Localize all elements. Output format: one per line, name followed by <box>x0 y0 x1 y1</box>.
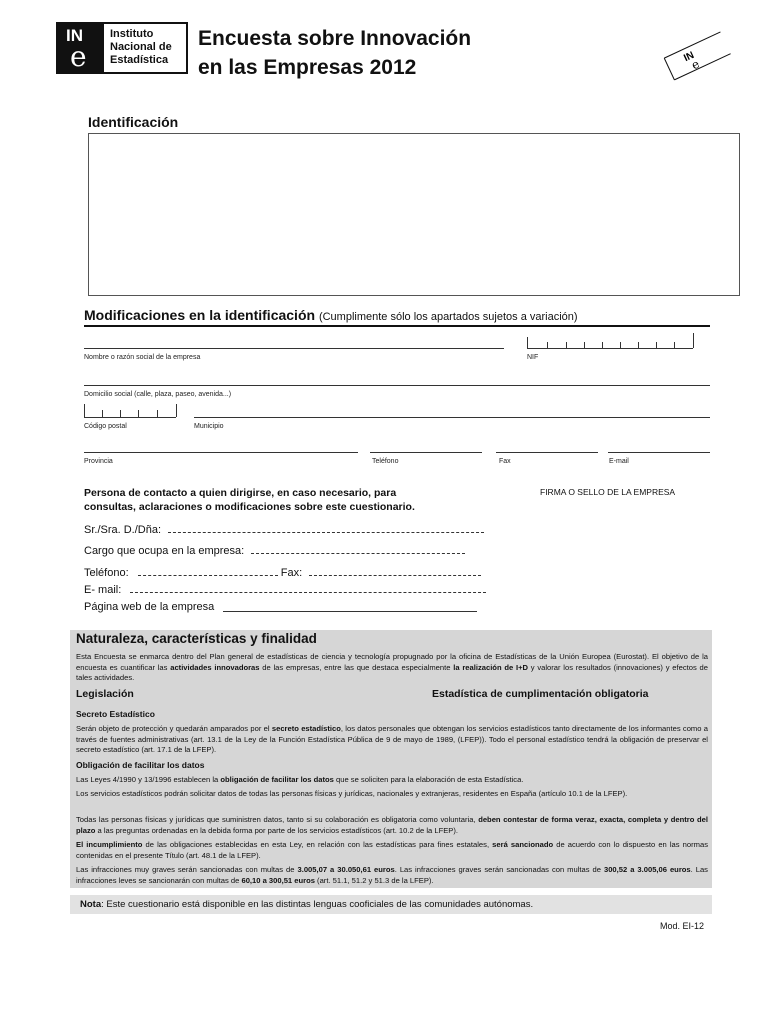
model-code: Mod. EI-12 <box>659 921 704 931</box>
text-run-bold: secreto estadístico <box>271 724 341 733</box>
text-run-bold: deben contestar de forma veraz, exacta, completa y dentro del plazo <box>76 815 709 835</box>
contacto-cargo-label: Cargo que ocupa en la empresa: <box>84 545 245 557</box>
provincia-field[interactable] <box>84 452 358 453</box>
contacto-email-field[interactable] <box>130 582 486 593</box>
municipio-field[interactable] <box>194 417 710 418</box>
nif-baseline <box>527 348 693 349</box>
text-run: que se soliciten para la elaboración de esta Estadística. <box>333 775 524 784</box>
text-run-bold: 3.005,07 a 30.050,61 euros <box>297 865 395 874</box>
text-run-bold: obligación de facilitar los datos <box>220 775 334 784</box>
modificaciones-subtitle: (Cumplimente sólo los apartados sujetos a variación) <box>318 311 578 323</box>
naturaleza-text <box>76 652 708 684</box>
contacto-cargo-row <box>84 543 465 557</box>
nif-tick <box>584 342 585 348</box>
cp-baseline <box>84 417 176 418</box>
obligacion-p3 <box>76 815 708 836</box>
cp-tick <box>102 410 103 417</box>
contacto-web-label: Página web de la empresa <box>84 601 215 613</box>
nif-tick <box>527 337 528 348</box>
stamp-graphic <box>662 20 732 90</box>
logo-e: e <box>70 40 87 73</box>
logo-line-1: Instituto <box>110 28 154 40</box>
nombre-field[interactable] <box>84 348 504 349</box>
contacto-email-label: E- mail: <box>84 584 122 596</box>
text-run-bold: El incumplimiento <box>76 840 143 849</box>
text-run-bold: será sancionado <box>492 840 554 849</box>
naturaleza-heading: Naturaleza, características y finalidad <box>76 631 317 646</box>
obligacion-p5 <box>76 865 708 886</box>
cp-tick <box>176 404 177 417</box>
provincia-label: Provincia <box>84 458 113 465</box>
nif-tick <box>547 342 548 348</box>
nota-text-wrap <box>80 899 533 910</box>
nif-tick <box>656 342 657 348</box>
contacto-heading-line-1: Persona de contacto a quien dirigirse, en caso necesario, para <box>84 487 397 499</box>
cp-tick <box>138 410 139 417</box>
contacto-telefono-field[interactable] <box>138 565 278 576</box>
modificaciones-heading <box>84 307 578 323</box>
text-run: Serán objeto de protección y quedarán amparados por el <box>76 724 272 733</box>
ine-stamp <box>662 20 732 90</box>
text-run: Todas las personas físicas y jurídicas que suministren datos, tanto si su colaboración es obligatoria como voluntaria, <box>76 815 479 824</box>
text-run: Las infracciones muy graves serán sancionadas con multas de <box>76 865 298 874</box>
text-run-bold: 300,52 a 3.005,06 euros <box>603 865 691 874</box>
text-run: . Las infracciones leves se sancionarán con multas de <box>76 865 708 885</box>
nif-tick <box>693 333 694 348</box>
nif-tick <box>638 342 639 348</box>
nif-tick <box>674 342 675 348</box>
secreto-text <box>76 724 708 756</box>
logo-institution-name <box>110 28 172 67</box>
obligacion-p1 <box>76 775 708 786</box>
ine-logo <box>56 22 188 74</box>
municipio-label: Municipio <box>194 423 224 430</box>
contacto-heading <box>84 486 484 514</box>
section-rule <box>84 325 710 327</box>
logo-line-2: Nacional de <box>110 41 172 53</box>
cp-label: Código postal <box>84 423 127 430</box>
telefono-field[interactable] <box>370 452 482 453</box>
text-run: de acuerdo con lo dispuesto en las normas contenidas en el presente Título (art. 48.1 de la LFEP). <box>76 840 709 860</box>
nota-text: : Este cuestionario está disponible en las distintas lenguas cooficiales de las comunidades autónomas. <box>101 899 534 910</box>
title-line-1: Encuesta sobre Innovación <box>198 27 472 50</box>
nif-tick <box>566 342 567 348</box>
ine-logo-mark <box>58 24 104 72</box>
logo-in: IN <box>66 26 83 45</box>
text-run: (art. 51.1, 51.2 y 51.3 de la LFEP). <box>314 875 434 885</box>
contacto-web-row <box>84 601 477 613</box>
domicilio-label: Domicilio social (calle, plaza, paseo, avenida...) <box>84 391 232 398</box>
telefono-label: Teléfono <box>372 458 399 465</box>
title-line-2: en las Empresas 2012 <box>198 56 417 79</box>
obligacion-heading: Obligación de facilitar los datos <box>76 760 205 770</box>
contacto-fax-label: Fax: <box>280 567 303 579</box>
nota-bar <box>70 895 712 914</box>
contacto-telefono-label: Teléfono: <box>84 567 129 579</box>
text-run-bold: la realización de I+D <box>453 662 528 672</box>
nif-label: NIF <box>527 354 539 361</box>
cp-tick <box>157 410 158 417</box>
contacto-nombre-label: Sr./Sra. D./Dña: <box>84 524 162 536</box>
logo-line-3: Estadística <box>110 54 169 66</box>
legislacion-heading: Legislación <box>76 688 134 700</box>
secreto-heading: Secreto Estadístico <box>76 709 155 719</box>
text-run-bold: 60,10 a 300,51 euros <box>241 875 315 885</box>
identificacion-box[interactable] <box>88 133 740 296</box>
fax-label: Fax <box>499 458 511 465</box>
cp-tick <box>84 404 85 417</box>
nota-label: Nota <box>80 899 102 910</box>
svg-text:e: e <box>689 56 702 73</box>
contacto-cargo-field[interactable] <box>251 543 465 554</box>
firma-label: FIRMA O SELLO DE LA EMPRESA <box>540 487 676 497</box>
domicilio-field[interactable] <box>84 385 710 386</box>
text-run: de las obligaciones establecidas en esta Ley, en relación con las estadísticas para fines estatales, <box>142 840 493 849</box>
cp-tick <box>120 410 121 417</box>
nif-tick <box>602 342 603 348</box>
obligacion-p4 <box>76 840 708 861</box>
identificacion-heading: Identificación <box>88 114 179 130</box>
nombre-label: Nombre o razón social de la empresa <box>84 354 201 361</box>
nif-tick <box>620 342 621 348</box>
text-run: . Las infracciones graves serán sancionadas con multas de <box>394 865 604 874</box>
text-run-bold: actividades innovadoras <box>170 662 260 672</box>
text-run: Las Leyes 4/1990 y 13/1996 establecen la <box>76 775 221 784</box>
obligacion-p2: Los servicios estadísticos podrán solicitar datos de todas las personas físicas y jurídicas, nacionales y extranjeras, residentes en España (artículo 10.1 de la LFEP). <box>76 789 628 798</box>
text-run: Esta Encuesta se enmarca dentro del Plan general de estadísticas de ciencia y tecnología propugnado por la oficina de Estadísticas de la Unión Europea (Eurostat). El objetivo de la encuesta es cuantificar las <box>76 652 708 672</box>
email-field[interactable] <box>608 452 710 453</box>
email-label: E-mail <box>609 458 629 465</box>
contacto-heading-line-2: consultas, aclaraciones o modificaciones sobre este cuestionario. <box>84 501 415 513</box>
contacto-nombre-field[interactable] <box>168 522 484 533</box>
contacto-email-row <box>84 582 486 596</box>
svg-text:IN: IN <box>682 49 696 65</box>
obligatoria-heading: Estadística de cumplimentación obligatoria <box>432 688 649 700</box>
contacto-nombre-row <box>84 522 484 536</box>
contacto-web-field[interactable] <box>223 611 477 612</box>
contacto-tel-row <box>84 565 481 579</box>
text-run: y valorar los resultados (innovaciones) y efectos de tales actividades. <box>76 662 708 683</box>
text-run: a las preguntas ordenadas en la debida forma por parte de los servicios estadísticos (art. 10.2 de la LFEP). <box>95 825 459 835</box>
contacto-fax-field[interactable] <box>309 565 481 576</box>
page-title <box>198 24 471 82</box>
fax-field[interactable] <box>496 452 598 453</box>
modificaciones-title: Modificaciones en la identificación <box>84 307 316 323</box>
text-run: de las empresas, entre las que destaca especialmente <box>259 662 454 672</box>
text-run: , los datos personales que obtengan los servicios estadísticos tanto directamente de los informantes como a través de fuentes administrativas (art. 13.1 de la Ley de la Función Estadística Pública de 9 de mayo de 1989, (LFEP)). Todo el personal estadístico tendrá la obligación de preservar el secreto estadístico (art. 17.1 de la LFEP). <box>76 724 709 755</box>
